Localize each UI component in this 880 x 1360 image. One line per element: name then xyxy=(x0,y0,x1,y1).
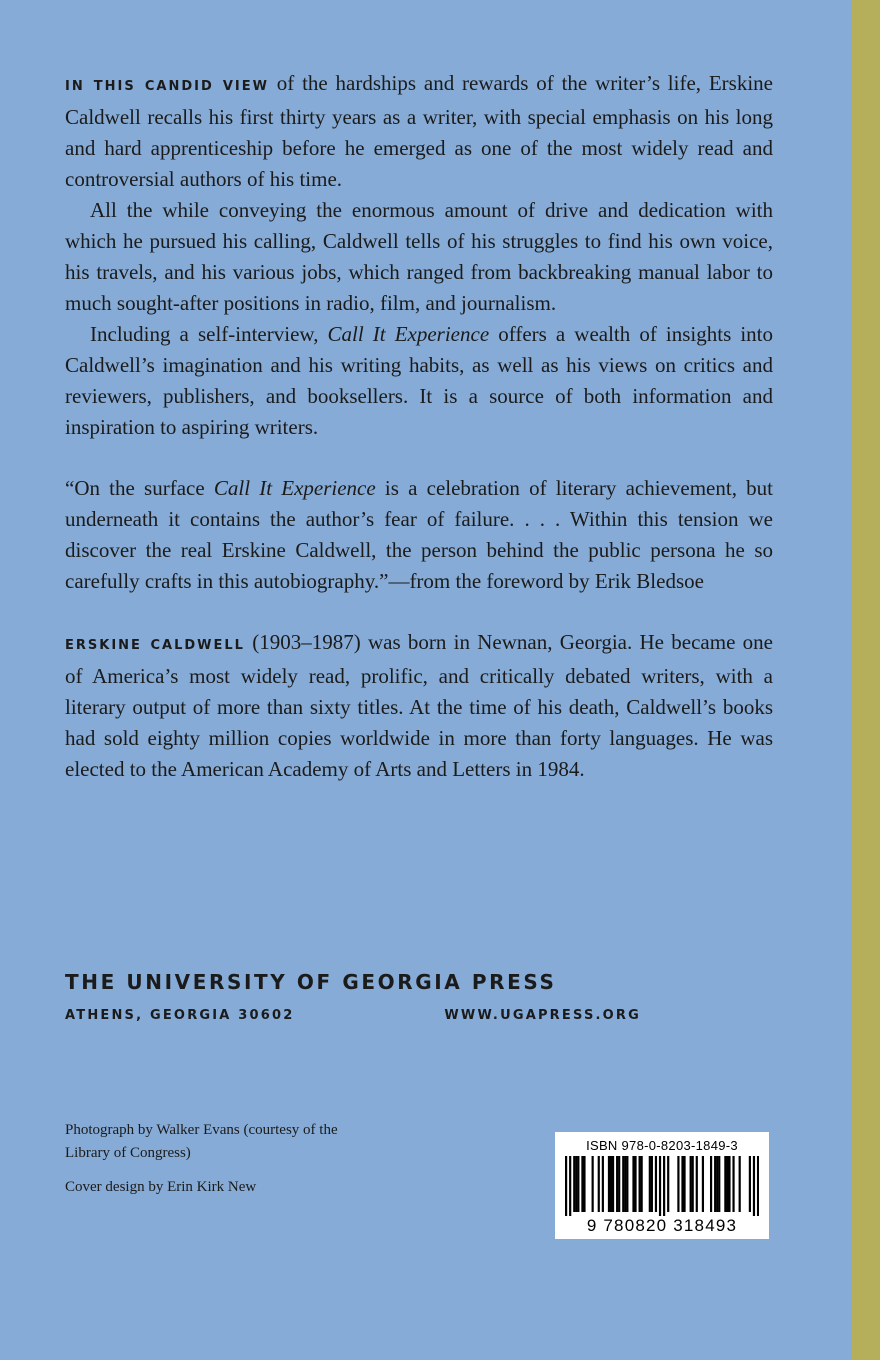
barcode-bar xyxy=(692,1156,694,1212)
blurb-paragraph-1 xyxy=(65,68,773,195)
barcode-bar xyxy=(724,1156,726,1212)
isbn-barcode xyxy=(555,1132,769,1239)
blurb-paragraph-1-text: of the hardships and rewards of the writer’s life, Erskine Caldwell recalls his first thirty years as a writer, with special emphasis on his long and hard apprenticeship before he emerged as one of the most widely read and controversial authors of his time. xyxy=(65,71,774,191)
foreword-quote xyxy=(65,473,773,597)
barcode-bar xyxy=(749,1156,751,1212)
barcode-bar xyxy=(718,1156,720,1212)
barcode-bar xyxy=(641,1156,643,1212)
barcode-bar xyxy=(663,1156,665,1216)
barcode-bar xyxy=(667,1156,669,1212)
barcode-bar xyxy=(598,1156,600,1212)
barcode-bar xyxy=(681,1156,683,1212)
barcode-bar xyxy=(624,1156,626,1212)
barcode-bar xyxy=(583,1156,585,1212)
blurb-lead-in: IN THIS CANDID VIEW xyxy=(65,79,269,94)
quote-book-title: Call It Experience xyxy=(213,476,376,500)
barcode-bar xyxy=(702,1156,704,1212)
quote-end: is a celebration of literary achievement, but underneath it contains the author’s fear of failure. . . . Within this tension we discover the real Erskine Caldwell, the person behind the public persona he so carefully crafts in this autobiography.”—from the foreword by Erik Bledsoe xyxy=(65,476,773,593)
barcode-bar xyxy=(616,1156,618,1212)
barcode-bar xyxy=(714,1156,716,1212)
barcode-bars xyxy=(565,1156,759,1216)
design-credit: Cover design by Erin Kirk New xyxy=(65,1179,257,1195)
ean-digits: 9 780820 318493 xyxy=(586,1216,738,1235)
photo-credit: Photograph by Walker Evans (courtesy of the Library of Congress) xyxy=(65,1122,338,1161)
blurb-p3-end: offers a wealth of insights into Caldwell’s imagination and his writing habits, as well as his views on critics and reviewers, publishers, and booksellers. It is a source of both information and inspiration to aspiring writers. xyxy=(65,322,773,439)
publisher-website: WWW.UGAPRESS.ORG xyxy=(444,1008,641,1023)
barcode-bar xyxy=(612,1156,614,1212)
barcode-bar xyxy=(753,1156,755,1216)
publisher-address-line xyxy=(65,1008,641,1023)
barcode-bar xyxy=(728,1156,730,1212)
barcode-bar xyxy=(732,1156,734,1212)
barcode-bar xyxy=(565,1156,567,1216)
author-bio xyxy=(65,627,773,785)
barcode-bar xyxy=(618,1156,620,1212)
cover-credits xyxy=(65,1119,365,1199)
publisher-city: ATHENS, GEORGIA 30602 xyxy=(65,1008,295,1023)
quote-start: “On the surface xyxy=(65,476,214,500)
barcode-bar xyxy=(677,1156,679,1212)
barcode-bar xyxy=(655,1156,657,1212)
isbn-label: ISBN 978-0-8203-1849-3 xyxy=(586,1138,738,1153)
book-title-italic: Call It Experience xyxy=(327,322,490,346)
barcode-bar xyxy=(575,1156,577,1212)
barcode-bar xyxy=(639,1156,641,1212)
barcode-bar xyxy=(739,1156,741,1212)
author-name: ERSKINE CALDWELL xyxy=(65,638,245,653)
barcode-bar xyxy=(573,1156,575,1212)
barcode-bar xyxy=(592,1156,594,1212)
barcode-bar xyxy=(690,1156,692,1212)
barcode-bar xyxy=(634,1156,636,1212)
barcode-bar xyxy=(581,1156,583,1212)
barcode-bar xyxy=(710,1156,712,1212)
barcode-bar xyxy=(649,1156,651,1212)
barcode-bar xyxy=(608,1156,610,1212)
barcode-bar xyxy=(569,1156,571,1216)
back-cover-copy xyxy=(65,68,773,785)
barcode-bar xyxy=(716,1156,718,1212)
author-bio-text: (1903–1987) was born in Newnan, Georgia. He became one of America’s most widely read, prolific, and critically debated writers, with a literary output of more than sixty titles. At the time of his death, Caldwell’s books had sold eighty million copies worldwide in more than forty languages. He was elected to the American Academy of Arts and Letters in 1984. xyxy=(65,630,773,781)
barcode-bar xyxy=(757,1156,759,1216)
spine-edge-strip xyxy=(852,0,880,1360)
barcode-bar xyxy=(577,1156,579,1212)
blurb-paragraph-3 xyxy=(65,319,773,443)
barcode-bar xyxy=(696,1156,698,1212)
publisher-name: THE UNIVERSITY OF GEORGIA PRESS xyxy=(65,970,557,994)
barcode-bar xyxy=(683,1156,685,1212)
barcode-bar xyxy=(659,1156,661,1216)
barcode-bar xyxy=(726,1156,728,1212)
barcode-bar xyxy=(651,1156,653,1212)
barcode-bar xyxy=(622,1156,624,1212)
barcode-bar xyxy=(632,1156,634,1212)
barcode-bar xyxy=(610,1156,612,1212)
blurb-p3-start: Including a self-interview, xyxy=(90,322,328,346)
blurb-paragraph-2: All the while conveying the enormous amount of drive and dedication with which he pursued his calling, Caldwell tells of his struggles to find his own voice, his travels, and his various jobs, which ranged from backbreaking manual labor to much sought-after positions in radio, film, and journalism. xyxy=(65,198,773,315)
publisher-block xyxy=(65,970,641,1023)
barcode-bar xyxy=(602,1156,604,1212)
barcode-bar xyxy=(626,1156,628,1212)
